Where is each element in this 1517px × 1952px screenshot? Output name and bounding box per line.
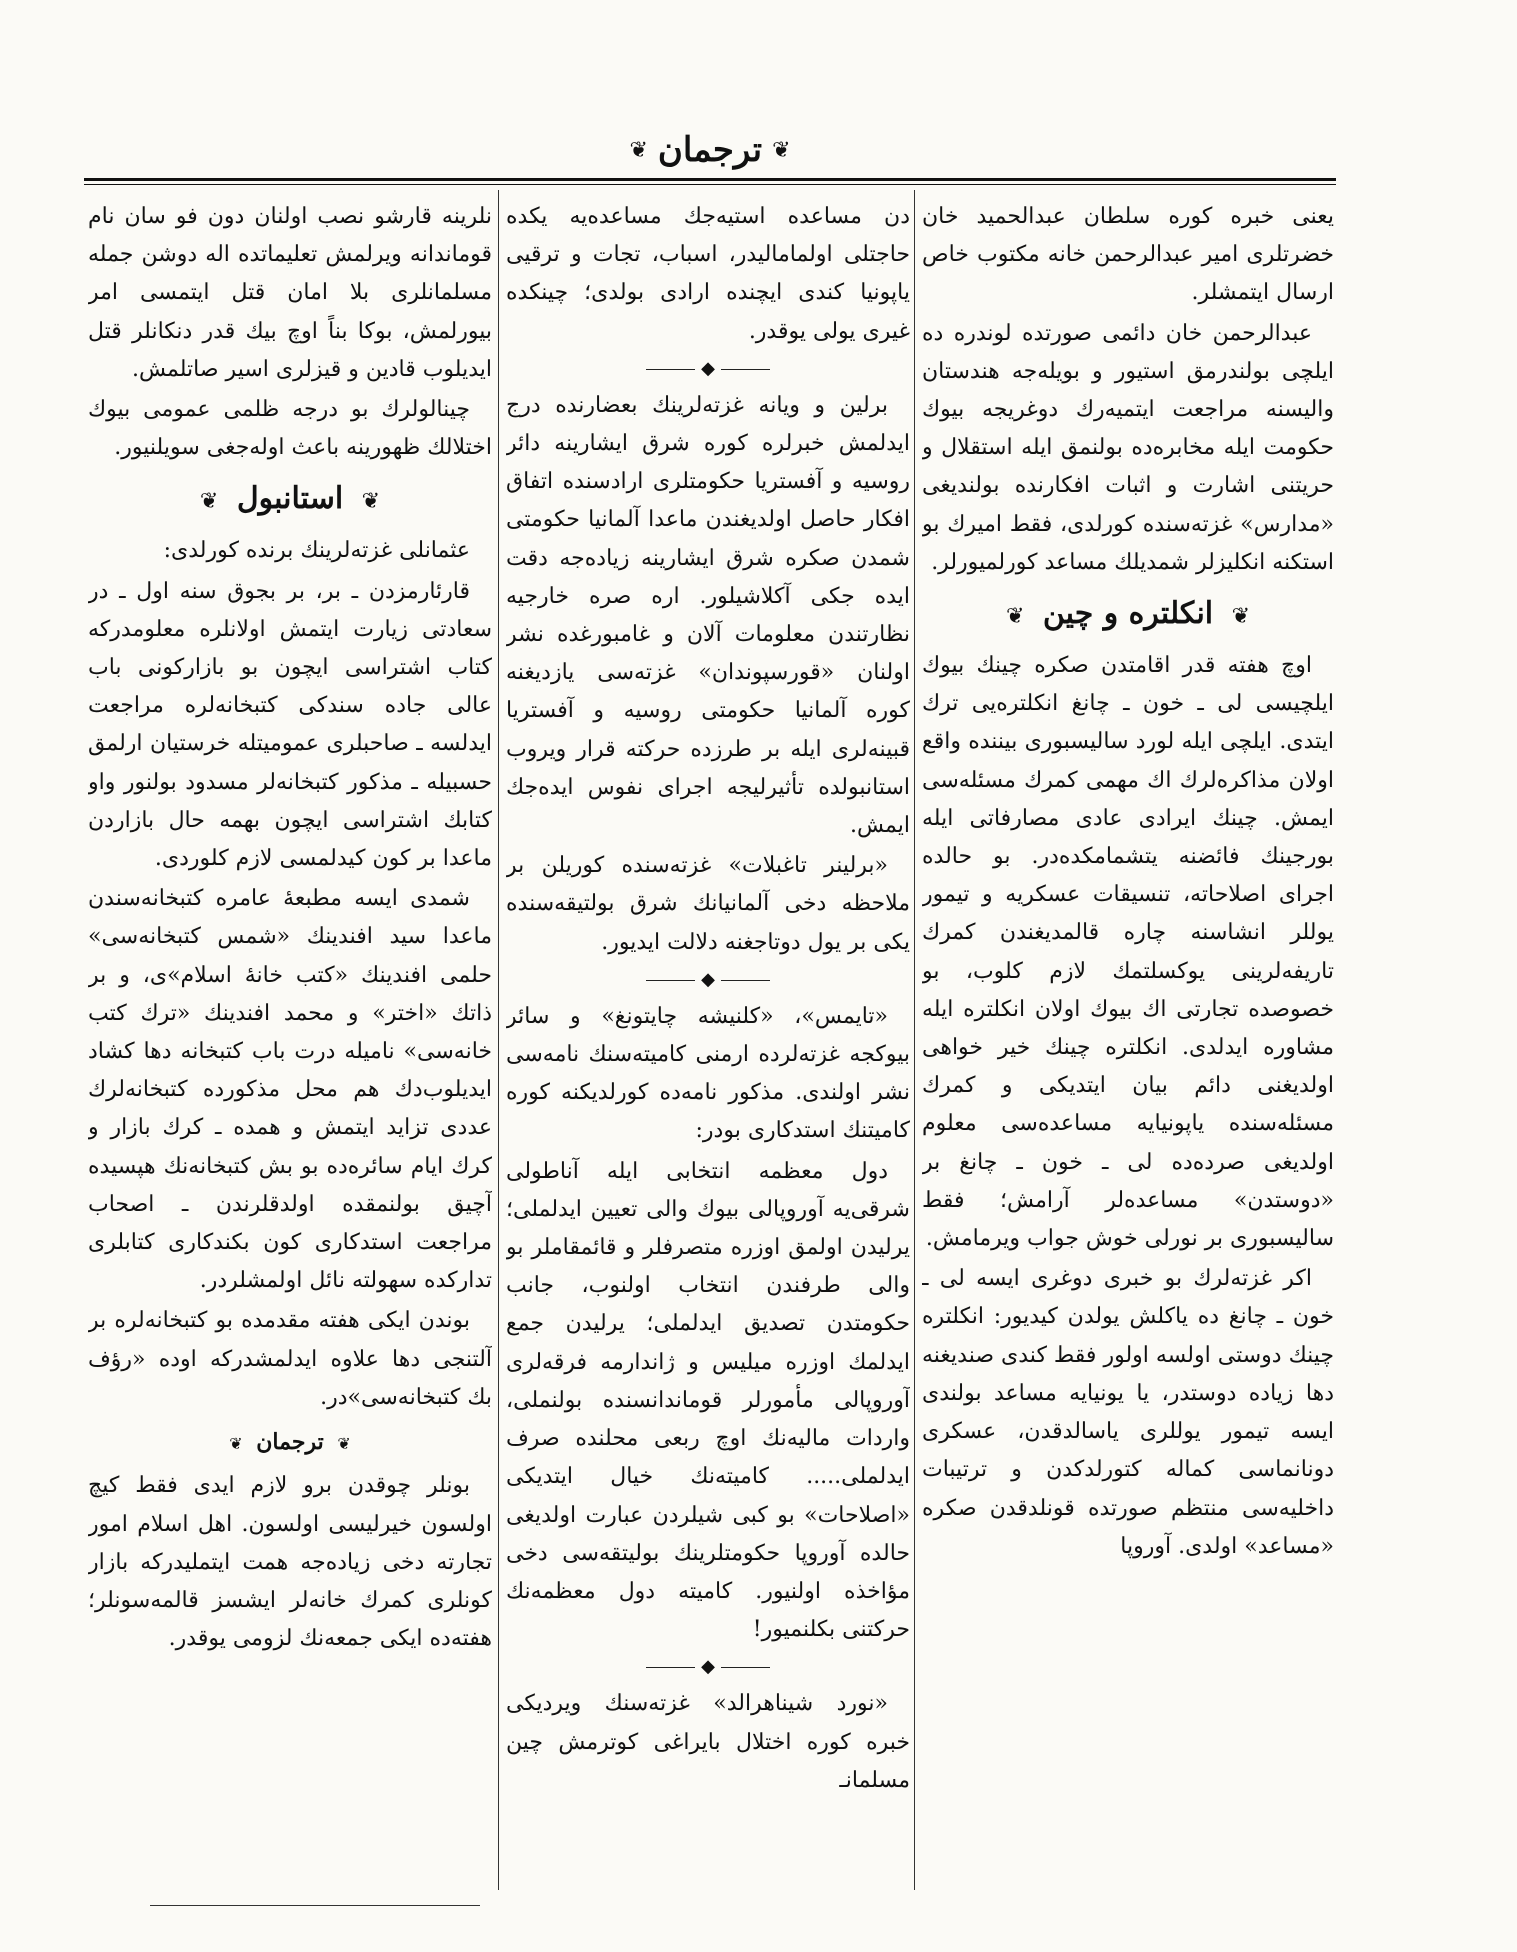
header-rule: [84, 178, 1336, 181]
column-middle: [506, 198, 910, 1898]
paragraph: عثمانلی غزته‌لرینك برنده کورلدی:: [163, 538, 470, 564]
column-left: [88, 198, 492, 1898]
column-right: [922, 198, 1334, 1898]
divider-diamond-icon: ◆: [695, 358, 721, 379]
paragraph: قارئارمزدن ـ بر، بر بجوق سنه اول ـ در سعادتی زیارت ایتمش اولانلره معلومدرکه کتاب اشتراسی ایچون بو بازارکونی باب عالی جاده سندکی کتبخانه‌لره مراجعت ایدلسه ـ صاحبلری عمومیتله خرستیان ارلمق حسبیله ـ مذکور کتبخانه‌لر مسدود بولنور واو کتابك اشتراسی ایچون بهمه حال بازاردن ماعدا بر کون کیدلمسی لازم کلوردی.: [88, 578, 492, 872]
divider-diamond-icon: ◆: [695, 1656, 721, 1677]
paragraph: نلرینه قارشو نصب اولنان دون فو سان نام قوماندانه ویرلمش تعلیماتده اله دوشن جمله مسلمانلری بلا امان قتل ایتمسی امر بیورلمش، بوکا بناً اوچ بیك قدر دنکانلر قتل ایدیلوب قادین و قیزلری اسیر صاتلمش.: [88, 204, 492, 382]
page-title: ترجمان: [657, 130, 763, 170]
divider-diamond-icon: ◆: [695, 969, 721, 990]
paragraph: «نورد شیناهرالد» غزته‌سنك ویردیکی خبره کوره اختلال بایراغی کوترمش چین مسلمانـ: [506, 1691, 910, 1793]
paragraph: اکر غزته‌لرك بو خبری دوغری ایسه لی ـ خون ـ چانغ ده یاکلش یولدن کیدیور: انکلتره چینك دوستی اولسه اولور فقط کندی صندیغنه دها زیاده دوستدر، یا یونیایه مساعد بولندی ایسه تیمور یوللری یاسالدقدن، عسکری دونانماسی کماله کتورلدکدن و ترتیبات داخلیه‌سی منتظم صورتده قونلدقدن صکره «مساعد» اولدی. آوروپا: [922, 1266, 1334, 1559]
ornament-icon: ❦: [361, 489, 381, 515]
subsection-heading: [88, 1423, 492, 1463]
paragraph: یعنی خبره کوره سلطان عبدالحمید خان خضرتلری امیر عبدالرحمن خانه مکتوب خاص ارسال ایتمشلر.: [922, 204, 1334, 306]
ornament-icon: ❦: [772, 137, 791, 163]
article-divider: [506, 355, 910, 383]
section-title: استانبول: [236, 481, 344, 517]
paragraph: دول معظمه انتخابی ایله آناطولی شرقی‌یه آوروپالی بیوك والی تعیین ایدلملی؛ یرلیدن اولمق اوزره متصرفلر و قائمقاملر بو والی طرفندن انتخاب اولنوب، جانب حکومتدن تصدیق ایدلملی؛ یرلیدن جمع ایدلمك اوزره میلیس و ژاندارمه فرقه‌لری آوروپالی مأمورلر قوماندانسنده بولنملی، واردات مالیه‌نك اوچ ربعی محلنده صرف ایدلملی..... کامیته‌نك خیال ایتدیکی «اصلاحات» بو کبی شیلردن عبارت اولدیغی حالده آوروپا حکومتلرینك بولیتقه‌سی دخی مؤاخذه اولنیور. کامیته دول معظمه‌نك حرکتنی بکلنمیور!: [506, 1158, 910, 1643]
paragraph: بوندن ایکی هفته مقدمده بو کتبخانه‌لره بر آلتنجی دها علاوه ایدلمشدرکه اوده «رؤف بك کتبخانه‌سی»در.: [88, 1308, 492, 1410]
masthead: [84, 124, 1336, 176]
subsection-title: ترجمان: [256, 1429, 324, 1456]
paragraph: بونلر چوقدن برو لازم ایدی فقط کیچ اولسون خیرلیسی اولسون. اهل اسلام امور تجارته دخی زیاده‌جه همت ایتملیدرکه بازار کونلری کمرك خانه‌لر ایشسز قالمه‌سونلر؛ هفته‌ده ایکی جمعه‌نك لزومی یوقدر.: [88, 1473, 492, 1652]
header-rule-thin: [84, 184, 1336, 185]
paragraph: عبدالرحمن خان دائمی صورتده لوندره ده ایلچی بولندرمق استیور و بویله‌جه هندستان والیسنه مراجعت ایتمیه‌رك دوغریجه بیوك حکومت ایله مخابره‌ده بولنمق ایله استقلال و حریتنی اشارت و اثبات افکارنده بولندیغی «مدارس» غزته‌سنده کورلدی، فقط امیرك بو استکنه انکلیزلر شمدیلك مساعد کورلمیورلر.: [922, 320, 1334, 575]
bottom-rule: [150, 1905, 480, 1906]
ornament-icon: ❦: [229, 1434, 243, 1454]
ornament-icon: ❦: [199, 489, 219, 515]
column-divider: [498, 190, 499, 1890]
paragraph: «برلینر تاغبلات» غزته‌سنده کوریلن بر ملاحظه دخی آلمانیانك شرق بولتیقه‌سنده یکی بر یول دوتاجغنه دلالت ایدیور.: [506, 853, 910, 955]
paragraph: برلین و ویانه غزته‌لرینك بعضارنده درج ایدلمش خبرلره کوره شرق ایشارینه دائر روسیه و آفستریا حکومتلری ارادسنده اتفاق افکار حاصل اولدیغندن ماعدا آلمانیا حکومتی شمدن صکره شرق ایشارینه زیاده‌جه دقت ایده جکی آکلاشیلور. اره صره خارجیه نظارتندن معلومات آلان و غامبورغده نشر اولنان «قورسپوندان» غزته‌سی یازدیغنه کوره آلمانیا حکومتی روسیه و آفستریا قبینه‌لری ایله بر طرزده حرکته قرار ویروب استانبولده تأثیرلیجه اجرای نفوس ایده‌جك ایمش.: [506, 392, 910, 839]
article-divider: [506, 966, 910, 994]
paragraph: اوچ هفته قدر اقامتدن صکره چینك بیوك ایلچیسی لی ـ خون ـ چانغ انکلتره‌یی ترك ایتدی. ایلچی ایله لورد سالیسبوری بیننده واقع اولان مذاکره‌لرك اك مهمی کمرك مسئله‌سی ایمش. چینك ایرادی عادی مصارفاتی ایله بورجینك فائضنه یتشمامکده‌در. بو حالده اجرای اصلاحاته، تنسیقات عسکریه و تیمور یوللر انشاسنه چاره قالمدیغندن کمرك تاریفه‌لرینی یوکسلتمك لازم کلوب، بو خصوصده تجارتی اك بیوك اولان انکلتره ایله مشاوره ایدلدی. انکلتره چینك خیر خواهی اولدیغنی دائم بیان ایتدیکی و کمرك مسئله‌سنده یاپونیایه مساعده‌سی معلوم اولدیغی صرده‌ده لی ـ خون ـ چانغ بر «دوستدن» مساعده‌لر آرامش؛ فقط سالیسبوری بر نورلی خوش جواب ویرمامش.: [922, 653, 1334, 1252]
section-title: انکلتره و چین: [1042, 596, 1214, 632]
paragraph: دن مساعده استیه‌جك مساعده‌یه یکده حاجتلی اولمامالیدر، اسباب، تجات و ترقیی یاپونیا کندی ایچنده ارادی بولدی؛ چینکده غیری یولی یوقدر.: [506, 204, 910, 344]
section-heading: [922, 592, 1334, 639]
paragraph: چینالولرك بو درجه ظلمی عمومی بیوك اختلالك ظهورینه باعث اوله‌جغی سویلنیور.: [88, 397, 492, 461]
paragraph: «تایمس»، «کلنیشه چایتونغ» و سائر بیوکجه غزته‌لرده ارمنی کامیته‌سنك نامه‌سی نشر اولندی. مذکور نامه‌ده کورلدیکنه کوره کامیتنك استدکاری بودر:: [506, 1003, 910, 1144]
section-heading: [88, 477, 492, 524]
ornament-icon: ❦: [1005, 604, 1025, 630]
ornament-icon: ❦: [1231, 604, 1251, 630]
ornament-icon: ❦: [629, 137, 648, 163]
column-divider: [914, 190, 915, 1890]
ornament-icon: ❦: [337, 1434, 351, 1454]
article-divider: [506, 1653, 910, 1681]
paragraph: شمدی ایسه مطبعهٔ عامره کتبخانه‌سندن ماعدا سید افندینك «شمس کتبخانه‌سی» حلمی افندینك «کتب خانهٔ اسلام»ی، و بر ذاتك «اختر» و محمد افندینك «ترك کتب خانه‌سی» نامیله درت باب کتبخانه دها کشاد ایدیلوب‌دك هم محل مذکورده کتبخانه‌لرك عددی تزاید ایتمش و همده ـ کرك بازار و کرك ایام سائره‌ده بو بش کتبخانه‌نك هپسیده آچیق بولنمقده اولدقلرندن ـ اصحاب مراجعت استدکاری کون بکندکاری کتابلری تدارکده سهولته نائل اولمشلردر.: [88, 886, 492, 1294]
